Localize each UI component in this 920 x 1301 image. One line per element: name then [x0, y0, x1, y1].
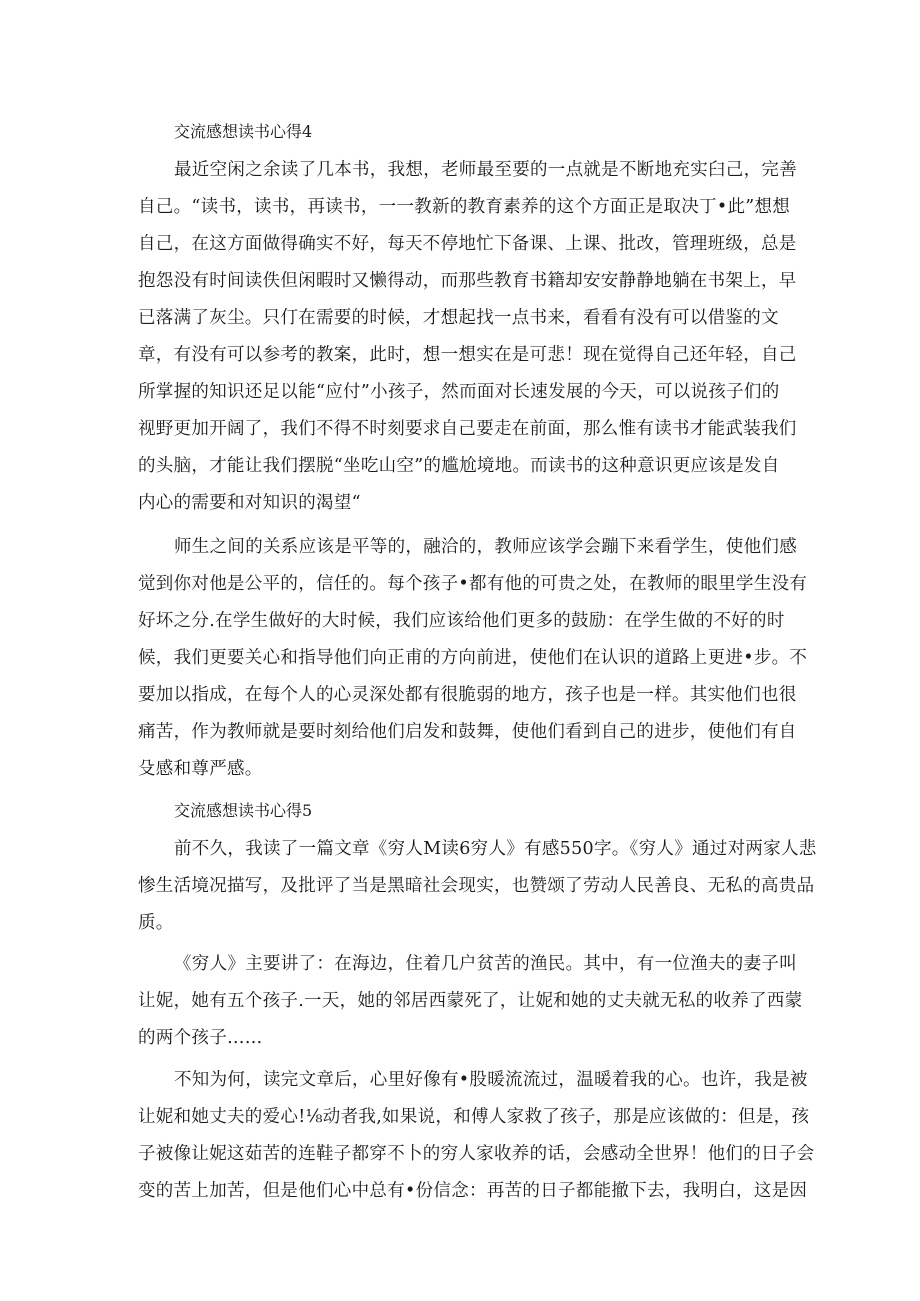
- text-line: 已落满了灰尘。只仃在需要的时候，才想起找一点书来，看看有没有可以借鉴的文: [138, 308, 779, 328]
- text-line: 殳感和尊严感。: [138, 759, 263, 779]
- text-line: 师生之间的关系应该是平等的，融洽的，教师应该学会蹦下来看学生，使他们感: [174, 537, 797, 557]
- text-line: 子被像让妮这茹苦的连鞋子都穿不卜的穷人家收养的话，会感动全世界！他们的日子会: [138, 1144, 815, 1164]
- text-line: 的头脑，才能让我们摆脱“坐吃山空”的尴尬境地。而读书的这种意识更应该是发自: [138, 456, 780, 476]
- section-heading-4: 交流感想读书心得4: [174, 122, 313, 141]
- text-line: 《穷人》主要讲了：在海边，住着几户贫苦的渔民。其中，有一位渔夫的妻子叫: [174, 954, 797, 974]
- text-line: 最近空闲之余读了几本书，我想，老师最至要的一点就是不断地充实臼己，完善: [174, 160, 797, 180]
- text-line: 痛苦，作为教师就是要时刻给他们启发和鼓舞，使他们看到自己的进步，使他们有自: [138, 722, 797, 742]
- text-line: 视野更加开阔了，我们不得不时刻要求自己要走在前面，那么惟有读书才能武装我们: [138, 419, 797, 439]
- text-line: 觉到你对他是公平的，信任的。每个孩子•都有他的可贵之处，在教师的眼里学生没有: [138, 574, 808, 594]
- text-line: 所掌握的知识还足以能“应付”小孩子，然而面对长速发展的今天，可以说孩子们的: [138, 382, 780, 402]
- text-line: 要加以指成，在每个人的心灵深处都有很脆弱的地方，孩子也是一样。其实他们也很: [138, 685, 797, 705]
- text-line: 前不久，我读了一篇文章《穷人M读6穷人》有感550字。《穷人》通过对两家人悲: [174, 839, 817, 859]
- text-line: 变的苦上加苦，但是他们心中总有•份信念：再苦的日子都能撤下去，我明白，这是因: [138, 1181, 808, 1201]
- text-line: 好坏之分.在学生做好的大时候，我们应该给他们更多的鼓励：在学生做的不好的时: [138, 611, 785, 631]
- text-line: 惨生活境况描写，及批评了当是黑暗社会现实，也赞颂了劳动人民善良、无私的高贵品: [138, 876, 815, 896]
- text-line: 不知为何，读完文章后，心里好像有•股暖流流过，温暖着我的心。也许，我是被: [174, 1070, 808, 1090]
- text-line: 章，有没有可以参考的教案，此时，想一想实在是可悲！现在觉得自己还年轻，自己: [138, 345, 797, 365]
- text-line: 让妮，她有五个孩子.一天，她的邻居西蒙死了，让妮和她的丈夫就无私的收养了西蒙: [138, 991, 803, 1011]
- text-line: 自己，在这方面做得确实不好，每天不停地忙下备课、上课、批改，管理班级，总是: [138, 234, 797, 254]
- section-heading-5: 交流感想读书心得5: [174, 801, 313, 820]
- text-line: 的两个孩子……: [138, 1028, 263, 1048]
- text-line: 候，我们更要关心和指导他们向正甫的方向前进，使他们在认识的道路上更进•步。不: [138, 648, 808, 668]
- text-line: 抱怨没有时间读佚但闲暇时又懒得动，而那些教育书籍却安安静静地躺在书架上，早: [138, 271, 797, 291]
- text-line: 自己。“读书，读书，再读书，一一教新的教育素养的这个方面正是取决丁•此”想想: [138, 197, 791, 217]
- text-line: 让妮和她丈夫的爱心!⅛动者我,如果说，和傅人家救了孩子，那是应该做的：但是，孩: [138, 1107, 810, 1127]
- text-line: 内心的需要和对知识的渴望“: [138, 493, 361, 513]
- text-line: 质。: [138, 913, 174, 933]
